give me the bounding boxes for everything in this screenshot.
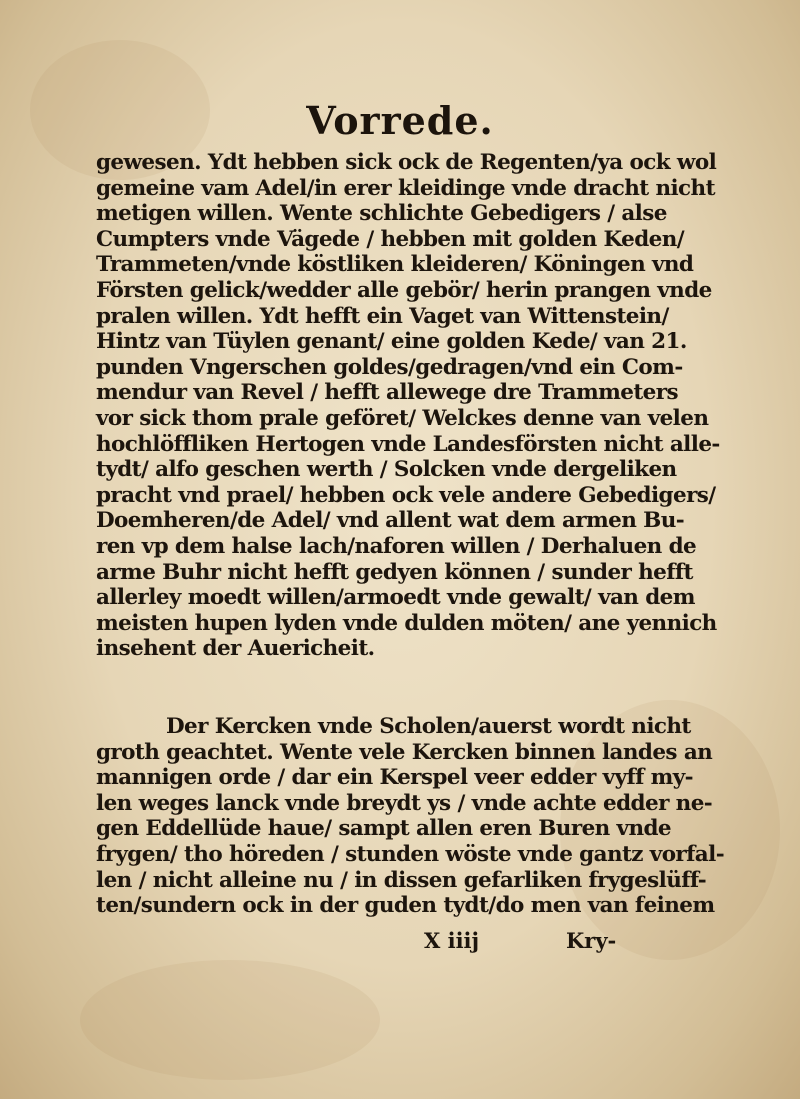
page-footer xyxy=(96,928,656,958)
text-line: hochlöffliken Hertogen vnde Landesförsten nicht alle- xyxy=(96,431,720,457)
text-line: metigen willen. Wente schlichte Gebedigers / alse xyxy=(96,201,667,227)
text-line: punden Vngerschen goldes/gedragen/vnd ein Com- xyxy=(96,354,683,380)
text-line: pracht vnd prael/ hebben ock vele andere Gebedigers/ xyxy=(96,482,716,508)
text-line: Doemheren/de Adel/ vnd allent wat dem armen Bu- xyxy=(96,508,685,534)
text-line: vor sick thom prale geföret/ Welckes denne van velen xyxy=(96,405,709,431)
text-line: mannigen orde / dar ein Kerspel veer edder vyff my- xyxy=(96,765,694,791)
text-line: gewesen. Ydt hebben sick ock de Regenten/ya ock wol xyxy=(96,150,717,175)
paragraph-2 xyxy=(96,714,725,919)
text-line: Der Kercken vnde Scholen/auerst wordt nicht xyxy=(166,714,691,739)
text-line: len / nicht alleine nu / in dissen gefarliken frygeslüff- xyxy=(96,867,707,893)
text-line: Cumpters vnde Vägede / hebben mit golden Keden/ xyxy=(96,226,685,252)
text-line: meisten hupen lyden vnde dulden möten/ ane yennich xyxy=(96,610,717,636)
text-line: ten/sundern ock in der guden tydt/do men van feinem xyxy=(96,893,715,919)
text-line: Hintz van Tüylen genant/ eine golden Kede/ van 21. xyxy=(96,329,687,355)
text-line: len weges lanck vnde breydt ys / vnde achte edder ne- xyxy=(96,790,713,816)
catchword: Kry- xyxy=(566,928,617,953)
text-line: Försten gelick/wedder alle gebör/ herin prangen vnde xyxy=(96,277,712,303)
paragraph-1 xyxy=(96,150,720,662)
text-line: gemeine vam Adel/in erer kleidinge vnde dracht nicht xyxy=(96,175,715,201)
signature-mark: X iiij xyxy=(424,928,480,953)
text-line: allerley moedt willen/armoedt vnde gewalt/ van dem xyxy=(96,585,695,611)
text-line: insehent der Auericheit. xyxy=(96,636,375,662)
text-line: arme Buhr nicht hefft gedyen können / sunder hefft xyxy=(96,559,693,585)
text-line: groth geachtet. Wente vele Kercken binnen landes an xyxy=(96,739,713,765)
text-line: gen Eddellüde haue/ sampt allen eren Buren vnde xyxy=(96,816,671,842)
text-line: ren vp dem halse lach/naforen willen / Derhaluen de xyxy=(96,533,697,559)
text-line: pralen willen. Ydt hefft ein Vaget van Wittenstein/ xyxy=(96,303,669,329)
text-line: mendur van Revel / hefft allewege dre Trammeters xyxy=(96,380,678,406)
paper-stain xyxy=(80,960,380,1080)
running-head: Vorrede. xyxy=(306,98,494,143)
text-line: tydt/ alfo geschen werth / Solcken vnde dergeliken xyxy=(96,457,677,483)
text-line: frygen/ tho höreden / stunden wöste vnde gantz vorfal- xyxy=(96,841,725,867)
text-line: Trammeten/vnde köstliken kleideren/ Köningen vnd xyxy=(96,252,694,278)
